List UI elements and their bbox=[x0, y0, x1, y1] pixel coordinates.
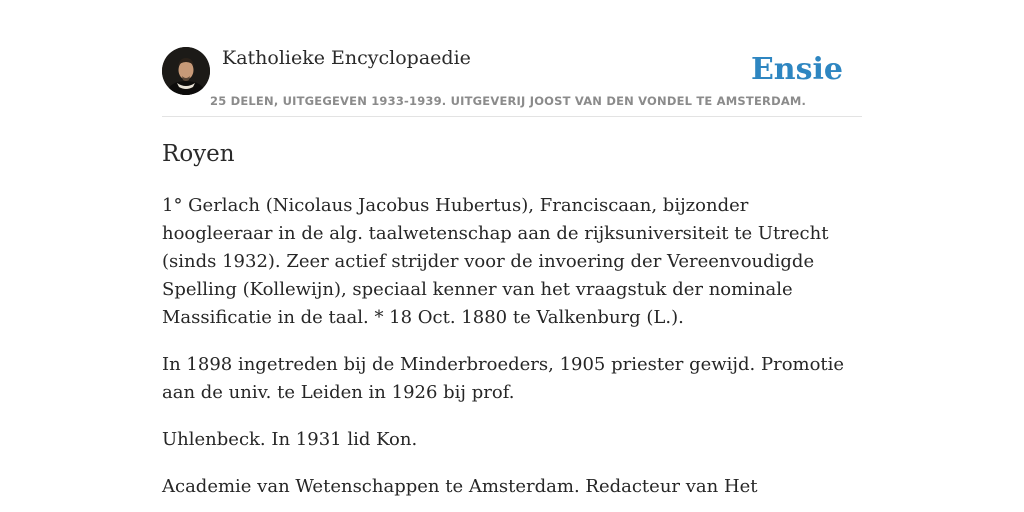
source-title[interactable]: Katholieke Encyclopaedie bbox=[222, 47, 471, 69]
entry-paragraph: 1° Gerlach (Nicolaus Jacobus Hubertus), Franciscaan, bijzonder hoogleeraar in de alg. taalwetenschap aan de rijksuniversiteit te Utrecht (sinds 1932). Zeer actief strijder voor de invoering der Vereenvoudigde Spelling (Kollewijn), speciaal kenner van het vraagstuk der nominale Massificatie in de taal. * 18 Oct. 1880 te Valkenburg (L.). bbox=[162, 195, 829, 328]
entry-paragraph: Academie van Wetenschappen te Amsterdam. Redacteur van Het bbox=[162, 476, 758, 497]
brand-logo-link[interactable]: Ensie bbox=[750, 52, 843, 87]
avatar[interactable] bbox=[162, 47, 210, 95]
source-subtitle: 25 DELEN, UITGEGEVEN 1933-1939. UITGEVERIJ JOOST VAN DEN VONDEL TE AMSTERDAM. bbox=[210, 94, 807, 108]
source-header bbox=[162, 0, 862, 117]
vondel-portrait-icon bbox=[162, 47, 210, 95]
entry-body bbox=[162, 192, 862, 512]
page bbox=[162, 0, 862, 512]
entry-paragraph: Uhlenbeck. In 1931 lid Kon. bbox=[162, 429, 418, 450]
entry-paragraph: In 1898 ingetreden bij de Minderbroeders, 1905 priester gewijd. Promotie aan de univ. te Leiden in 1926 bij prof. bbox=[162, 354, 845, 403]
entry-title: Royen bbox=[162, 141, 235, 167]
